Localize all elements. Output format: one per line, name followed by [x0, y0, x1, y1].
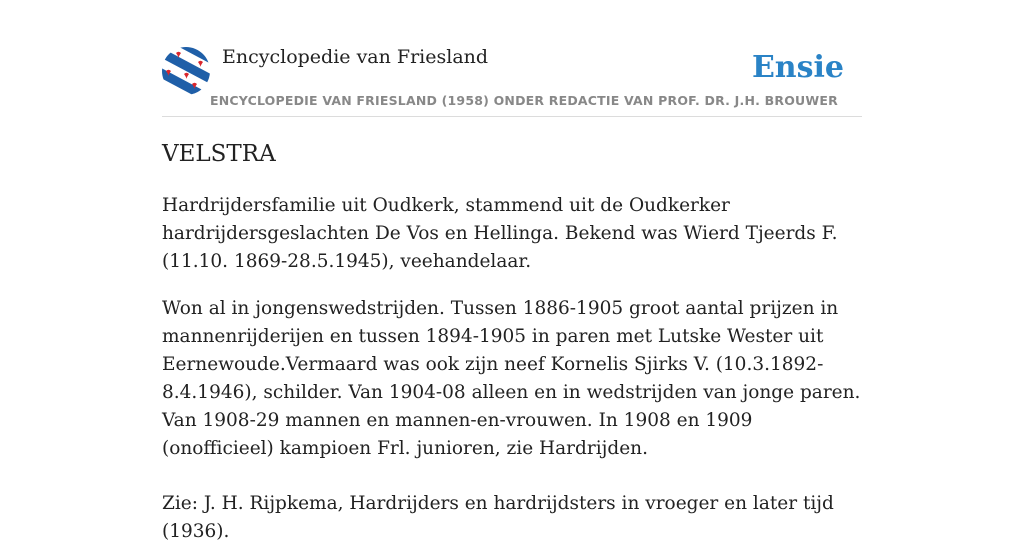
article-title: VELSTRA [162, 141, 276, 167]
frisian-flag-icon[interactable] [162, 47, 210, 95]
article-paragraph-3: Zie: J. H. Rijpkema, Hardrijders en hardrijdsters in vroeger en later tijd (1936). [162, 493, 834, 542]
article-paragraph-2: Won al in jongenswedstrijden. Tussen 1886-1905 groot aantal prijzen in mannenrijderijen en tussen 1894-1905 in paren met Lutske Wester uit Eernewoude.Vermaard was ook zijn neef Kornelis Sjirks V. (10.3.1892-8.4.1946), schilder. Van 1904-08 alleen en in wedstrijden van jonge paren. Van 1908-29 mannen en mannen-en-vrouwen. In 1908 en 1909 (onofficieel) kampioen Frl. junioren, zie Hardrijden. [162, 298, 861, 459]
ensie-brand-link[interactable]: Ensie [751, 50, 844, 85]
site-header [162, 40, 862, 117]
article-paragraph-1: Hardrijdersfamilie uit Oudkerk, stammend uit de Oudkerker hardrijdersgeslachten De Vos en Hellinga. Bekend was Wierd Tjeerds F. (11.10. 1869-28.5.1945), veehandelaar. [162, 195, 838, 272]
encyclopedia-subtitle: ENCYCLOPEDIE VAN FRIESLAND (1958) ONDER REDACTIE VAN PROF. DR. J.H. BROUWER [210, 93, 838, 108]
site-name-link[interactable]: Encyclopedie van Friesland [222, 46, 489, 68]
